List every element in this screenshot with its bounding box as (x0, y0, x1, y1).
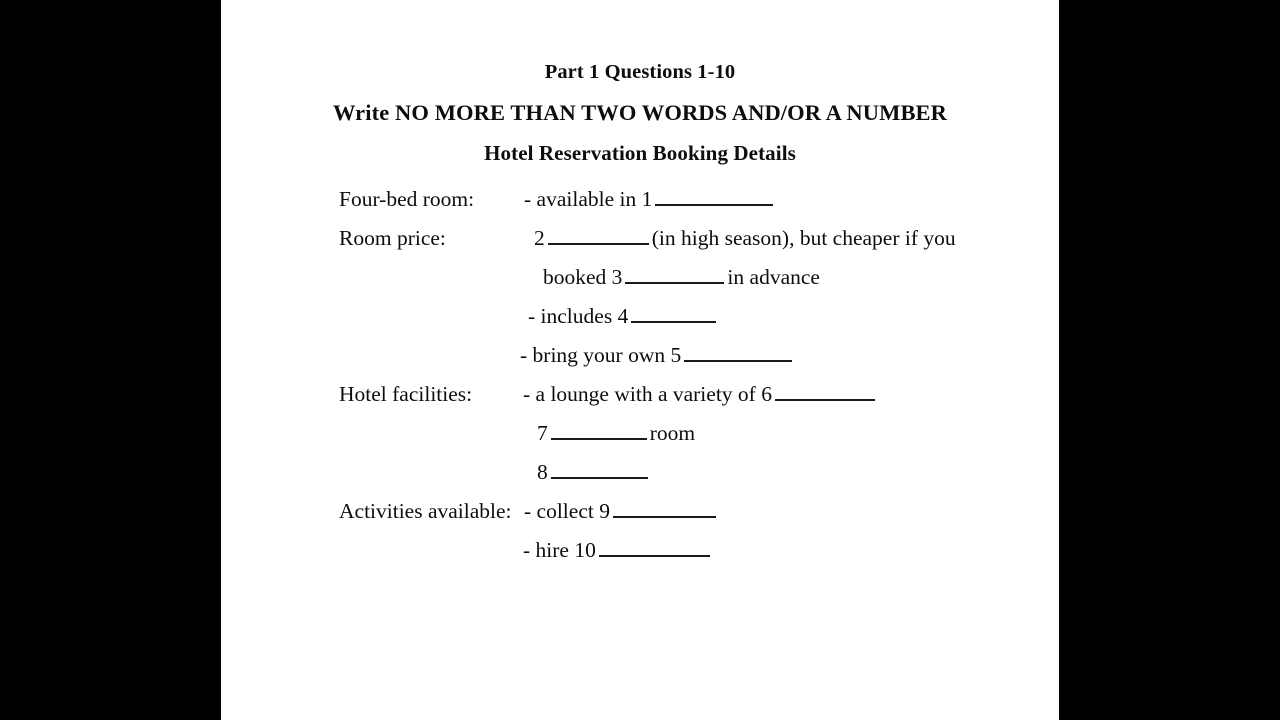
question-row (221, 225, 1059, 264)
heading-instruction: Write NO MORE THAN TWO WORDS AND/OR A NUMBER (332, 99, 948, 125)
question-row (221, 264, 1059, 303)
answer-blank-1[interactable] (655, 187, 773, 206)
row-text-pre: - a lounge with a variety of 6 (523, 382, 772, 406)
row-text-pre: - collect 9 (524, 499, 610, 523)
question-row (221, 186, 1059, 225)
row-label: Hotel facilities: (339, 382, 473, 406)
heading-title: Hotel Reservation Booking Details (484, 141, 796, 165)
heading-part: Part 1 Questions 1-10 (544, 61, 736, 83)
row-content (523, 537, 713, 563)
answer-blank-7[interactable] (551, 421, 647, 440)
answer-blank-9[interactable] (613, 499, 716, 518)
letterbox-left-bar (0, 0, 221, 720)
document-page (221, 0, 1059, 720)
question-row (221, 303, 1059, 342)
answer-blank-10[interactable] (599, 538, 710, 557)
row-text-pre: 8 (537, 460, 548, 484)
question-row (221, 498, 1059, 537)
row-text-pre: 7 (537, 421, 548, 445)
row-text-post: in advance (727, 265, 820, 289)
question-list (221, 186, 1059, 576)
row-text-post: (in high season), but cheaper if you (651, 226, 956, 250)
letterbox-right-bar (1059, 0, 1280, 720)
question-row (221, 459, 1059, 498)
row-content (524, 186, 776, 212)
row-text-pre: - hire 10 (523, 538, 596, 562)
question-row (221, 420, 1059, 459)
row-label: Room price: (339, 226, 446, 250)
answer-blank-2[interactable] (548, 226, 649, 245)
question-row (221, 537, 1059, 576)
row-text-pre: - bring your own 5 (520, 343, 682, 367)
answer-blank-4[interactable] (631, 304, 716, 323)
row-text-pre: - available in 1 (524, 187, 653, 211)
row-text-post: room (649, 421, 696, 445)
row-content (524, 498, 719, 524)
answer-blank-3[interactable] (625, 265, 724, 284)
row-content (537, 459, 651, 485)
row-label: Activities available: (339, 499, 512, 523)
answer-blank-6[interactable] (775, 382, 875, 401)
row-text-pre: - includes 4 (528, 304, 629, 328)
row-content (537, 420, 695, 446)
answer-blank-5[interactable] (684, 343, 792, 362)
heading-group (221, 62, 1059, 164)
row-content (528, 303, 719, 329)
row-content (534, 225, 956, 251)
answer-blank-8[interactable] (551, 460, 648, 479)
question-row (221, 381, 1059, 420)
row-content (523, 381, 878, 407)
row-text-pre: 2 (534, 226, 545, 250)
question-row (221, 342, 1059, 381)
row-text-pre: booked 3 (543, 265, 623, 289)
row-label: Four-bed room: (339, 187, 475, 211)
row-content (543, 264, 820, 290)
row-content (520, 342, 795, 368)
